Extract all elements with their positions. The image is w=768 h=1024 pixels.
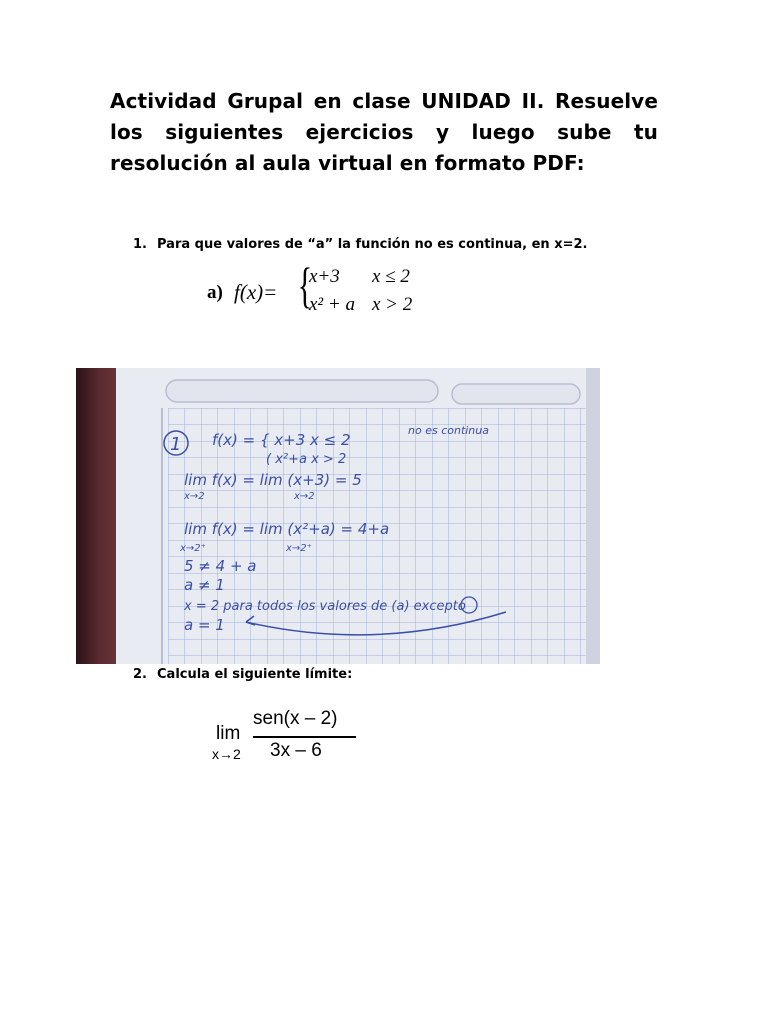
- hw-line-3: lim f(x) = lim (x+3) = 5: [184, 471, 362, 489]
- hw-note: no es continua: [408, 424, 489, 437]
- hw-line-4-sub-right: x→2⁺: [286, 543, 312, 554]
- case-2-expression: x² + a: [309, 294, 355, 315]
- hw-line-3-sub-left: x→2: [184, 491, 205, 502]
- question-1-text: Para que valores de “a” la función no es continua, en x=2.: [157, 237, 588, 252]
- case-1-condition: x ≤ 2: [372, 266, 410, 287]
- hw-line-1: f(x) = { x+3 x ≤ 2: [212, 431, 351, 449]
- hw-problem-number: 1: [170, 434, 182, 455]
- left-brace-icon: {: [297, 257, 313, 313]
- question-2-text: Calcula el siguiente límite:: [157, 667, 353, 682]
- hw-line-6: a ≠ 1: [184, 576, 225, 594]
- formula-label: a): [207, 282, 223, 303]
- case-2-condition: x > 2: [372, 294, 413, 315]
- limit-denominator: 3x – 6: [270, 740, 322, 761]
- fraction-bar: [253, 736, 356, 738]
- hw-line-4: lim f(x) = lim (x²+a) = 4+a: [184, 520, 390, 538]
- question-2: [133, 667, 352, 682]
- page-heading: Actividad Grupal en clase UNIDAD II. Resuelve los siguientes ejercicios y luego sube tu resolución al aula virtual en formato PDF:: [110, 89, 658, 175]
- question-1-number: 1.: [133, 237, 147, 252]
- notebook-page-image: [76, 368, 600, 664]
- hw-line-8: a = 1: [184, 616, 225, 634]
- case-1-expression: x+3: [309, 266, 340, 287]
- hw-line-2: ( x²+a x > 2: [266, 452, 347, 467]
- handwritten-solution-photo: [76, 368, 600, 664]
- limit-formula: [212, 708, 372, 770]
- hw-line-7: x = 2 para todos los valores de (a) excepto: [184, 599, 466, 614]
- question-2-number: 2.: [133, 667, 147, 682]
- piecewise-function-formula: [207, 257, 437, 324]
- hw-line-5: 5 ≠ 4 + a: [184, 557, 257, 575]
- question-1: [133, 237, 587, 252]
- hw-line-4-sub-left: x→2⁺: [180, 543, 206, 554]
- formula-lhs: f(x)=: [234, 280, 278, 304]
- limit-subscript: x→2: [212, 746, 241, 762]
- limit-operator: lim: [216, 723, 241, 744]
- limit-numerator: sen(x – 2): [253, 708, 338, 729]
- hw-line-3-sub-right: x→2: [294, 491, 315, 502]
